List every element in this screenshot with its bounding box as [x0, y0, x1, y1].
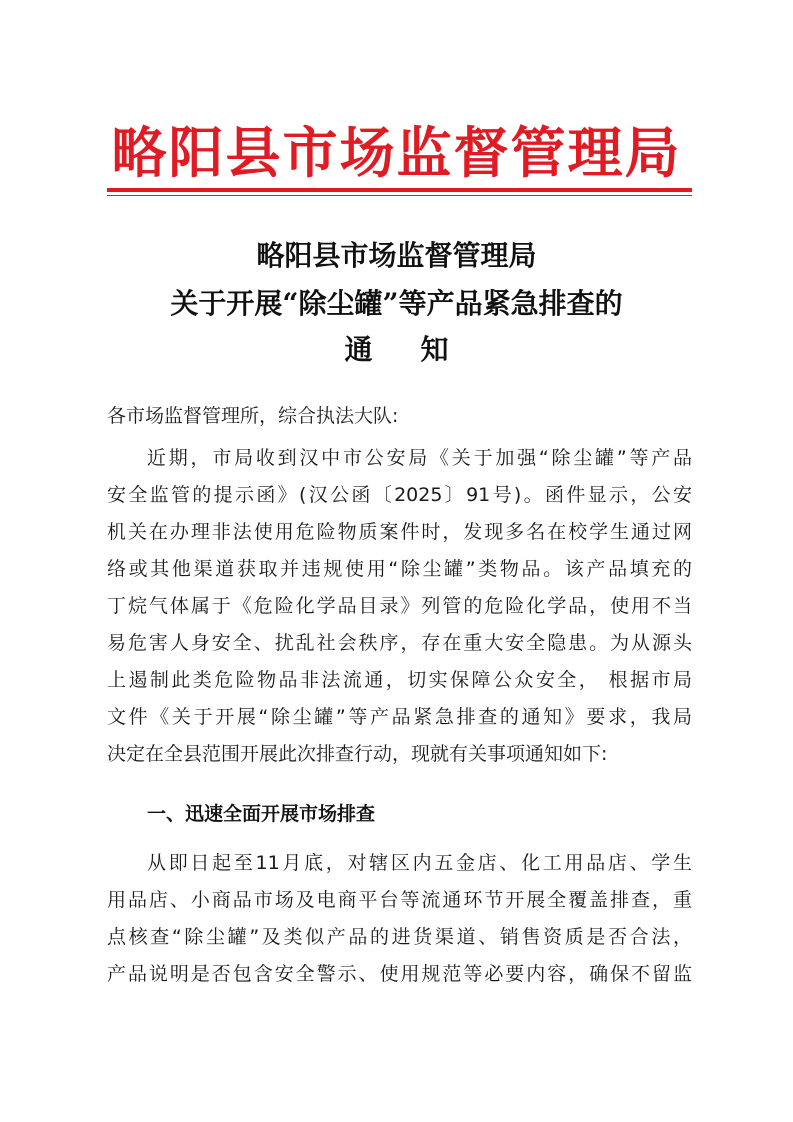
paragraph-line: 用品店、小商品市场及电商平台等流通环节开展全覆盖排查，重	[107, 889, 692, 911]
paragraph-line: 络或其他渠道获取并违规使用“除尘罐”类物品。该产品填充的	[107, 558, 692, 580]
document-title-line-1: 略阳县市场监督管理局	[256, 239, 537, 272]
paragraph-line: 文件《关于开展“除尘罐”等产品紧急排查的通知》要求，我局	[107, 706, 692, 728]
paragraph-line: 点核查“除尘罐”及类似产品的进货渠道、销售资质是否合法，	[107, 926, 692, 948]
paragraph-section-1	[107, 845, 692, 993]
paragraph-line: 决定在全县范围开展此次排查行动，现就有关事项通知如下:	[107, 743, 608, 765]
paragraph-line: 产品说明是否包含安全警示、使用规范等必要内容，确保不留监	[107, 963, 692, 985]
paragraph-line: 安全监管的提示函》(汉公函〔2025〕91号)。函件显示，公安	[107, 484, 692, 506]
red-header-rule-thick	[107, 188, 692, 192]
paragraph-line: 上遏制此类危险物品非法流通，切实保障公众安全， 根据市局	[107, 669, 692, 691]
paragraph-intro	[107, 440, 692, 773]
paragraph-line: 丁烷气体属于《危险化学品目录》列管的危险化学品，使用不当	[107, 595, 692, 617]
salutation: 各市场监督管理所，综合执法大队:	[107, 405, 399, 427]
paragraph-line: 从即日起至11月底，对辖区内五金店、化工用品店、学生	[147, 852, 692, 874]
paragraph-line: 易危害人身安全、扰乱社会秩序，存在重大安全隐患。为从源头	[107, 632, 692, 654]
section-heading-1: 一、迅速全面开展市场排查	[147, 803, 376, 825]
paragraph-line: 机关在办理非法使用危险物质案件时，发现多名在校学生通过网	[107, 521, 692, 543]
red-header-org-name: 略阳县市场监督管理局	[111, 120, 682, 185]
document-title-line-3: 通知	[344, 333, 497, 366]
red-header-rule-thin	[107, 195, 692, 196]
paragraph-line: 近期，市局收到汉中市公安局《关于加强“除尘罐”等产品	[147, 447, 692, 469]
document-title-line-2: 关于开展“除尘罐”等产品紧急排查的	[170, 287, 623, 320]
